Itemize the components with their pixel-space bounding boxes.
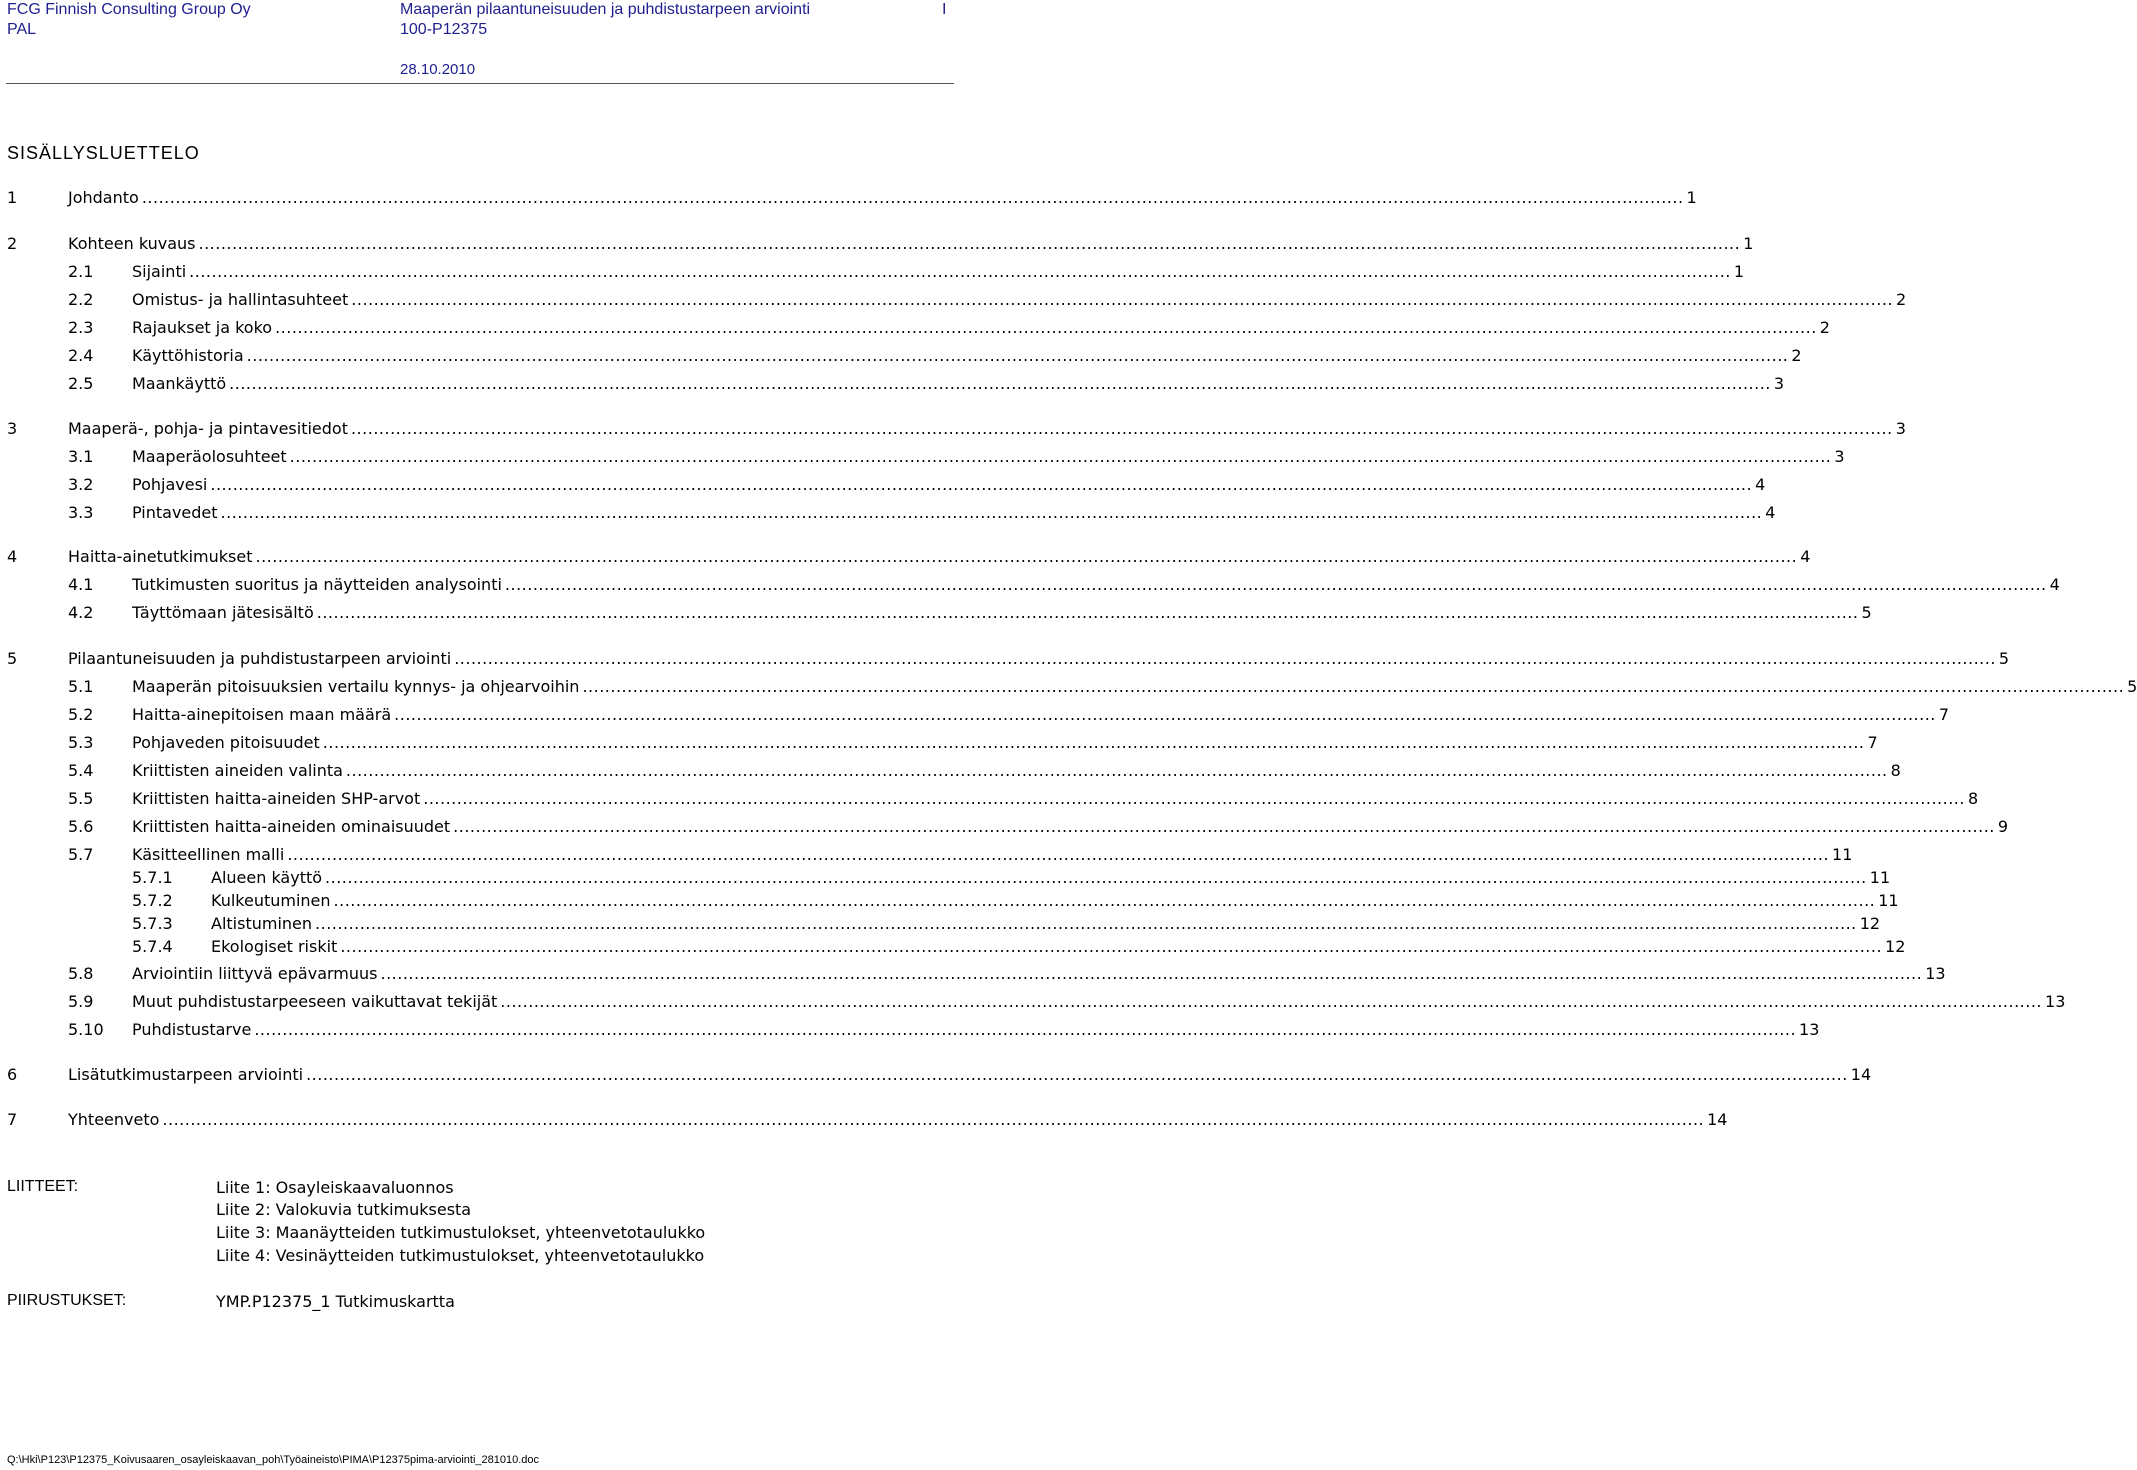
toc-entry-title: Kriittisten haitta-aineiden ominaisuudet bbox=[132, 817, 451, 836]
toc-entry-number: 5.9 bbox=[68, 992, 94, 1011]
toc-entry-number: 3.3 bbox=[68, 503, 94, 522]
toc-dot-leader: .................................................................................................................................................................................................................................................................................... bbox=[306, 1065, 1848, 1084]
toc-entry-body bbox=[211, 913, 1881, 935]
toc-entry-page: 11 bbox=[1832, 845, 1853, 864]
toc-entry[interactable] bbox=[0, 913, 1881, 935]
toc-entry[interactable] bbox=[0, 963, 1946, 985]
toc-entry-page: 5 bbox=[1861, 603, 1872, 622]
toc-entry-page: 13 bbox=[2045, 992, 2066, 1011]
page-number: I bbox=[942, 1, 947, 18]
toc-entry-number: 7 bbox=[7, 1110, 18, 1129]
toc-dot-leader: .................................................................................................................................................................................................................................................................................... bbox=[340, 937, 1883, 956]
toc-entry-number: 5.3 bbox=[68, 733, 94, 752]
drawings-label: PIIRUSTUKSET: bbox=[7, 1292, 127, 1309]
toc-entry-title: Rajaukset ja koko bbox=[132, 318, 273, 337]
toc-entry-title: Alueen käyttö bbox=[211, 868, 323, 887]
toc-dot-leader: .................................................................................................................................................................................................................................................................................... bbox=[423, 789, 1965, 808]
toc-entry-body bbox=[132, 317, 1830, 339]
toc-entry-body bbox=[132, 991, 2066, 1013]
toc-dot-leader: .................................................................................................................................................................................................................................................................................... bbox=[350, 419, 1893, 438]
document-date: 28.10.2010 bbox=[400, 61, 476, 78]
toc-entry-page: 14 bbox=[1707, 1110, 1728, 1129]
toc-entry-body bbox=[132, 704, 1950, 726]
toc-entry[interactable] bbox=[0, 289, 1907, 311]
toc-dot-leader: .................................................................................................................................................................................................................................................................................... bbox=[394, 705, 1936, 724]
toc-entry-title: Arviointiin liittyvä epävarmuus bbox=[132, 964, 378, 983]
toc-entry[interactable] bbox=[0, 546, 1811, 568]
attachment-item: Liite 2: Valokuvia tutkimuksesta bbox=[216, 1200, 472, 1219]
toc-dot-leader: .................................................................................................................................................................................................................................................................................... bbox=[454, 649, 1996, 668]
toc-entry[interactable] bbox=[0, 474, 1766, 496]
attachments-label: LIITTEET: bbox=[7, 1178, 79, 1195]
toc-dot-leader: .................................................................................................................................................................................................................................................................................... bbox=[198, 234, 1741, 253]
toc-dot-leader: .................................................................................................................................................................................................................................................................................... bbox=[500, 992, 2043, 1011]
toc-dot-leader: .................................................................................................................................................................................................................................................................................... bbox=[162, 1110, 1705, 1129]
toc-entry-body bbox=[211, 890, 1899, 912]
toc-entry-number: 5.7.1 bbox=[132, 868, 173, 887]
toc-entry-body bbox=[68, 546, 1811, 568]
toc-entry-number: 5 bbox=[7, 649, 18, 668]
toc-entry-number: 5.7.2 bbox=[132, 891, 173, 910]
toc-entry-number: 6 bbox=[7, 1065, 18, 1084]
toc-entry-title: Pilaantuneisuuden ja puhdistustarpeen arviointi bbox=[68, 649, 452, 668]
toc-entry-page: 5 bbox=[2127, 677, 2137, 696]
toc-dot-leader: .................................................................................................................................................................................................................................................................................... bbox=[351, 290, 1893, 309]
toc-entry-title: Omistus- ja hallintasuhteet bbox=[132, 290, 349, 309]
toc-entry-body bbox=[132, 676, 2137, 698]
toc-entry-title: Kriittisten haitta-aineiden SHP-arvot bbox=[132, 789, 421, 808]
toc-entry[interactable] bbox=[0, 418, 1906, 440]
document-number: 100-P12375 bbox=[400, 21, 488, 38]
toc-entry-body bbox=[68, 1109, 1728, 1131]
toc-entry[interactable] bbox=[0, 1109, 1728, 1131]
toc-dot-leader: .................................................................................................................................................................................................................................................................................... bbox=[453, 817, 1995, 836]
document-title: Maaperän pilaantuneisuuden ja puhdistustarpeen arviointi bbox=[400, 1, 811, 18]
toc-entry-body bbox=[132, 446, 1845, 468]
toc-entry-page: 5 bbox=[1998, 649, 2010, 668]
toc-entry[interactable] bbox=[0, 373, 1785, 395]
toc-dot-leader: .................................................................................................................................................................................................................................................................................... bbox=[141, 188, 1684, 207]
header-divider bbox=[6, 83, 954, 84]
toc-dot-leader: .................................................................................................................................................................................................................................................................................... bbox=[255, 547, 1798, 566]
toc-entry-title: Maaperä-, pohja- ja pintavesitiedot bbox=[68, 419, 348, 438]
toc-dot-leader: .................................................................................................................................................................................................................................................................................... bbox=[380, 964, 1923, 983]
toc-entry-number: 5.6 bbox=[68, 817, 94, 836]
toc-entry-title: Kriittisten aineiden valinta bbox=[132, 761, 343, 780]
toc-entry-body bbox=[132, 373, 1785, 395]
toc-entry-number: 4.1 bbox=[68, 575, 94, 594]
attachment-item: Liite 4: Vesinäytteiden tutkimustulokset, yhteenvetotaulukko bbox=[216, 1246, 705, 1265]
toc-dot-leader: .................................................................................................................................................................................................................................................................................... bbox=[229, 374, 1771, 393]
toc-entry-title: Yhteenveto bbox=[68, 1110, 160, 1129]
toc-entry[interactable] bbox=[0, 760, 1901, 782]
toc-entry-number: 5.7 bbox=[68, 845, 94, 864]
toc-dot-leader: .................................................................................................................................................................................................................................................................................... bbox=[210, 475, 1753, 494]
toc-entry-number: 3 bbox=[7, 419, 18, 438]
toc-dot-leader: .................................................................................................................................................................................................................................................................................... bbox=[246, 346, 1789, 365]
toc-entry-page: 2 bbox=[1819, 318, 1830, 337]
toc-entry-body bbox=[68, 1064, 1872, 1086]
toc-entry-number: 2.5 bbox=[68, 374, 94, 393]
toc-entry-title: Maaperän pitoisuuksien vertailu kynnys- ja ohjearvoihin bbox=[132, 677, 580, 696]
toc-entry-page: 12 bbox=[1885, 937, 1906, 956]
toc-entry-number: 5.1 bbox=[68, 677, 94, 696]
toc-entry-title: Pohjaveden pitoisuudet bbox=[132, 733, 320, 752]
toc-entry-number: 5.2 bbox=[68, 705, 94, 724]
toc-entry-title: Muut puhdistustarpeeseen vaikuttavat tekijät bbox=[132, 992, 498, 1011]
toc-entry-number: 2.2 bbox=[68, 290, 94, 309]
toc-dot-leader: .................................................................................................................................................................................................................................................................................... bbox=[289, 447, 1832, 466]
toc-entry-body bbox=[132, 844, 1853, 866]
toc-entry[interactable] bbox=[0, 936, 1906, 958]
toc-entry-body bbox=[132, 261, 1745, 283]
company-name: FCG Finnish Consulting Group Oy bbox=[7, 1, 251, 18]
toc-entry-page: 4 bbox=[2049, 575, 2060, 594]
toc-dot-leader: .................................................................................................................................................................................................................................................................................... bbox=[316, 603, 1859, 622]
toc-entry-title: Pohjavesi bbox=[132, 475, 208, 494]
toc-entry-body bbox=[68, 418, 1906, 440]
toc-entry-title: Tutkimusten suoritus ja näytteiden analysointi bbox=[132, 575, 502, 594]
attachment-item: Liite 3: Maanäytteiden tutkimustulokset, yhteenvetotaulukko bbox=[216, 1223, 706, 1242]
toc-entry[interactable] bbox=[0, 676, 2137, 698]
toc-entry-page: 13 bbox=[1925, 964, 1946, 983]
toc-entry-number: 2 bbox=[7, 234, 18, 253]
toc-entry-page: 8 bbox=[1890, 761, 1901, 780]
toc-entry-number: 5.8 bbox=[68, 964, 94, 983]
toc-entry-title: Maankäyttö bbox=[132, 374, 227, 393]
toc-entry-number: 2.1 bbox=[68, 262, 94, 281]
toc-entry-title: Puhdistustarve bbox=[132, 1020, 252, 1039]
toc-entry-number: 4.2 bbox=[68, 603, 94, 622]
toc-entry-body bbox=[132, 1019, 1820, 1041]
toc-entry-page: 14 bbox=[1850, 1065, 1872, 1084]
toc-entry-title: Pintavedet bbox=[132, 503, 218, 522]
toc-entry-title: Haitta-ainetutkimukset bbox=[68, 547, 253, 566]
toc-dot-leader: .................................................................................................................................................................................................................................................................................... bbox=[582, 677, 2125, 696]
toc-dot-leader: .................................................................................................................................................................................................................................................................................... bbox=[504, 575, 2047, 594]
toc-entry-title: Käyttöhistoria bbox=[132, 346, 244, 365]
file-path: Q:\Hki\P123\P12375_Koivusaaren_osayleiskaavan_poh\Työaineisto\PIMA\P12375pima-arviointi_281010.doc bbox=[7, 1454, 540, 1466]
toc-entry-page: 8 bbox=[1967, 789, 1979, 808]
toc-entry[interactable] bbox=[0, 317, 1830, 339]
toc-entry-page: 4 bbox=[1800, 547, 1811, 566]
attachment-item: Liite 1: Osayleiskaavaluonnos bbox=[216, 1178, 454, 1197]
toc-dot-leader: .................................................................................................................................................................................................................................................................................... bbox=[315, 914, 1857, 933]
toc-entry-page: 7 bbox=[1938, 705, 1950, 724]
toc-entry-title: Maaperäolosuhteet bbox=[132, 447, 287, 466]
toc-entry-title: Kulkeutuminen bbox=[211, 891, 331, 910]
toc-entry[interactable] bbox=[0, 648, 2010, 670]
toc-entry[interactable] bbox=[0, 1064, 1872, 1086]
toc-entry[interactable] bbox=[0, 446, 1845, 468]
toc-entry-number: 5.10 bbox=[68, 1020, 104, 1039]
toc-entry-title: Haitta-ainepitoisen maan määrä bbox=[132, 705, 392, 724]
toc-entry[interactable] bbox=[0, 844, 1853, 866]
toc-entry-body bbox=[132, 760, 1901, 782]
toc-entry-title: Ekologiset riskit bbox=[211, 937, 338, 956]
toc-entry-number: 5.7.4 bbox=[132, 937, 173, 956]
toc-dot-leader: .................................................................................................................................................................................................................................................................................... bbox=[254, 1020, 1797, 1039]
toc-entry-title: Lisätutkimustarpeen arviointi bbox=[68, 1065, 304, 1084]
toc-entry-body bbox=[132, 474, 1766, 496]
toc-entry-body bbox=[68, 187, 1697, 209]
toc-entry-body bbox=[211, 936, 1906, 958]
toc-entry-page: 2 bbox=[1895, 290, 1907, 309]
toc-title: SISÄLLYSLUETTELO bbox=[7, 143, 200, 163]
toc-entry-number: 5.7.3 bbox=[132, 914, 173, 933]
toc-entry[interactable] bbox=[0, 890, 1899, 912]
toc-entry-page: 9 bbox=[1997, 817, 2009, 836]
toc-entry-page: 3 bbox=[1895, 419, 1906, 438]
toc-entry[interactable] bbox=[0, 261, 1745, 283]
toc-entry[interactable] bbox=[0, 704, 1950, 726]
toc-entry-body bbox=[68, 648, 2010, 670]
toc-entry-body bbox=[68, 233, 1754, 255]
toc-entry-page: 3 bbox=[1773, 374, 1785, 393]
toc-entry-body bbox=[132, 345, 1802, 367]
toc-entry-page: 12 bbox=[1859, 914, 1881, 933]
toc-entry-page: 11 bbox=[1878, 891, 1899, 910]
toc-entry-body bbox=[132, 502, 1776, 524]
toc-entry-body bbox=[132, 732, 1878, 754]
toc-entry-body bbox=[211, 867, 1891, 889]
toc-entry-number: 3.1 bbox=[68, 447, 94, 466]
toc-entry-title: Sijainti bbox=[132, 262, 187, 281]
toc-entry[interactable] bbox=[0, 574, 2060, 596]
toc-entry[interactable] bbox=[0, 867, 1891, 889]
toc-dot-leader: .................................................................................................................................................................................................................................................................................... bbox=[333, 891, 1876, 910]
toc-entry[interactable] bbox=[0, 602, 1872, 624]
toc-entry-number: 2.4 bbox=[68, 346, 94, 365]
toc-entry-title: Käsitteellinen malli bbox=[132, 845, 285, 864]
company-abbreviation: PAL bbox=[7, 21, 37, 38]
toc-entry-page: 4 bbox=[1755, 475, 1766, 494]
toc-entry-body bbox=[132, 289, 1907, 311]
toc-entry-title: Altistuminen bbox=[211, 914, 313, 933]
toc-entry-number: 1 bbox=[7, 188, 18, 207]
toc-entry[interactable] bbox=[0, 816, 2009, 838]
toc-entry-title: Kohteen kuvaus bbox=[68, 234, 196, 253]
toc-dot-leader: .................................................................................................................................................................................................................................................................................... bbox=[322, 733, 1865, 752]
toc-entry[interactable] bbox=[0, 233, 1754, 255]
toc-entry-page: 13 bbox=[1799, 1020, 1820, 1039]
toc-entry[interactable] bbox=[0, 502, 1776, 524]
toc-entry-page: 1 bbox=[1686, 188, 1697, 207]
toc-entry[interactable] bbox=[0, 187, 1697, 209]
toc-entry-number: 2.3 bbox=[68, 318, 94, 337]
toc-entry[interactable] bbox=[0, 788, 1979, 810]
toc-entry-page: 3 bbox=[1834, 447, 1845, 466]
toc-entry-body bbox=[132, 574, 2060, 596]
toc-entry-number: 4 bbox=[7, 547, 18, 566]
toc-entry[interactable] bbox=[0, 1019, 1820, 1041]
toc-entry-body bbox=[132, 602, 1872, 624]
toc-entry-page: 2 bbox=[1791, 346, 1802, 365]
toc-entry-page: 4 bbox=[1765, 503, 1776, 522]
toc-entry-body bbox=[132, 963, 1946, 985]
toc-dot-leader: .................................................................................................................................................................................................................................................................................... bbox=[220, 503, 1763, 522]
toc-entry-title: Täyttömaan jätesisältö bbox=[132, 603, 314, 622]
toc-entry-page: 1 bbox=[1733, 262, 1745, 281]
toc-dot-leader: .................................................................................................................................................................................................................................................................................... bbox=[287, 845, 1830, 864]
toc-entry-body bbox=[132, 816, 2009, 838]
toc-dot-leader: .................................................................................................................................................................................................................................................................................... bbox=[189, 262, 1731, 281]
toc-entry[interactable] bbox=[0, 732, 1878, 754]
toc-entry-body bbox=[132, 788, 1979, 810]
toc-entry-number: 5.5 bbox=[68, 789, 94, 808]
toc-dot-leader: .................................................................................................................................................................................................................................................................................... bbox=[345, 761, 1888, 780]
toc-entry-number: 3.2 bbox=[68, 475, 94, 494]
toc-entry-page: 11 bbox=[1869, 868, 1891, 887]
toc-entry-number: 5.4 bbox=[68, 761, 94, 780]
toc-entry[interactable] bbox=[0, 991, 2066, 1013]
toc-dot-leader: .................................................................................................................................................................................................................................................................................... bbox=[275, 318, 1817, 337]
drawing-item: YMP.P12375_1 Tutkimuskartta bbox=[216, 1292, 455, 1311]
toc-entry-page: 1 bbox=[1743, 234, 1754, 253]
toc-entry-title: Johdanto bbox=[68, 188, 139, 207]
toc-dot-leader: .................................................................................................................................................................................................................................................................................... bbox=[325, 868, 1867, 887]
toc-entry-page: 7 bbox=[1867, 733, 1878, 752]
toc-entry[interactable] bbox=[0, 345, 1802, 367]
